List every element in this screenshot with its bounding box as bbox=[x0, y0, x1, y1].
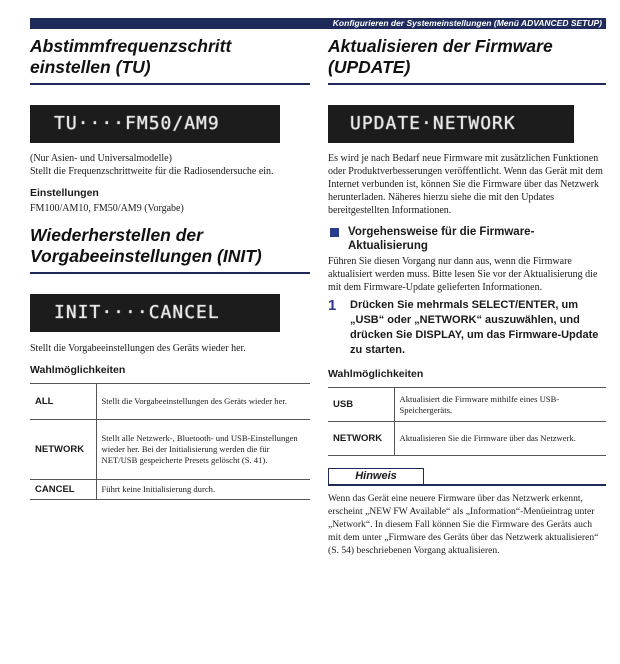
section-header-bar: Konfigurieren der Systemeinstellungen (Menü ADVANCED SETUP) bbox=[30, 18, 606, 29]
option-desc: Stellt die Vorgabeeinstellungen des Geräts wieder her. bbox=[96, 384, 310, 420]
table-row bbox=[328, 388, 606, 422]
option-desc: Stellt alle Netzwerk-, Bluetooth- und USB-Einstellungen wieder her. Bei der Initialisierung werden die für NET/USB gespeicherte Presets gelöscht (S. 41). bbox=[96, 420, 310, 480]
right-column bbox=[328, 36, 606, 557]
hint-label: Hinweis bbox=[328, 468, 424, 485]
init-options-table bbox=[30, 383, 310, 500]
option-key: ALL bbox=[30, 384, 96, 420]
init-description: Stellt die Vorgabeeinstellungen des Geräts wieder her. bbox=[30, 343, 246, 354]
update-options-label: Wahlmöglichkeiten bbox=[328, 368, 424, 380]
table-row bbox=[30, 420, 310, 480]
table-row bbox=[30, 384, 310, 420]
init-lcd-display: INIT····CANCEL bbox=[30, 294, 280, 332]
option-desc: Aktualisieren Sie die Firmware über das Netzwerk. bbox=[394, 422, 606, 456]
step-text: Drücken Sie mehrmals SELECT/ENTER, um „USB“ oder „NETWORK“ auszuwählen, und drücken Sie DISPLAY, um das Firmware-Update zu starten. bbox=[350, 299, 599, 356]
subhead-text: Vorgehensweise für die Firmware-Aktualisierung bbox=[348, 226, 535, 252]
option-desc: Führt keine Initialisierung durch. bbox=[96, 480, 310, 500]
firmware-procedure-subhead bbox=[328, 225, 606, 253]
tu-settings-label: Einstellungen bbox=[30, 187, 99, 199]
update-options-table bbox=[328, 387, 606, 456]
hint-text: Wenn das Gerät eine neuere Firmware über das Netzwerk erkennt, erscheint „NEW FW Available“ als „Information“-Menüeintrag unter „Network“. In diesem Fall können Sie die Firmware des Geräts auch mit dem unter „Firmware des Geräts über das Netzwerk aktualisieren“ (S. 54) beschriebenen Vorgang aktualisieren. bbox=[328, 493, 599, 556]
tu-heading: Abstimmfrequenzschritt einstellen (TU) bbox=[30, 36, 310, 85]
step-1 bbox=[328, 298, 606, 358]
option-key: USB bbox=[328, 388, 394, 422]
left-column bbox=[30, 36, 310, 500]
step-number: 1 bbox=[328, 297, 337, 314]
init-options-label: Wahlmöglichkeiten bbox=[30, 364, 126, 376]
option-key: NETWORK bbox=[328, 422, 394, 456]
table-row bbox=[30, 480, 310, 500]
table-row bbox=[328, 422, 606, 456]
init-heading: Wiederherstellen der Vorgabeeinstellungen (INIT) bbox=[30, 225, 310, 274]
square-bullet-icon bbox=[330, 228, 339, 237]
tu-description: (Nur Asien- und Universalmodelle) Stellt die Frequenzschrittweite für die Radiosendersuche ein. bbox=[30, 153, 274, 177]
update-lcd-display: UPDATE·NETWORK bbox=[328, 105, 574, 143]
option-key: CANCEL bbox=[30, 480, 96, 500]
option-key: NETWORK bbox=[30, 420, 96, 480]
tu-settings-value: FM100/AM10, FM50/AM9 (Vorgabe) bbox=[30, 203, 184, 214]
option-desc: Aktualisiert die Firmware mithilfe eines USB-Speichergeräts. bbox=[394, 388, 606, 422]
procedure-description: Führen Sie diesen Vorgang nur dann aus, wenn die Firmware aktualisiert werden muss. Bitte lesen Sie vor der Aktualisierung die mit dem Firmware-Update gelieferten Informationen. bbox=[328, 256, 598, 293]
hint-divider bbox=[328, 484, 606, 486]
update-heading: Aktualisieren der Firmware (UPDATE) bbox=[328, 36, 606, 85]
update-description: Es wird je nach Bedarf neue Firmware mit zusätzlichen Funktionen oder Produktverbesserungen veröffentlicht. Wenn das Gerät mit dem Internet verbunden ist, können Sie die Firmware über das Netzwerk herunterladen. Näheres hierzu siehe die mit den Updates bereitgestellten Informationen. bbox=[328, 153, 603, 216]
tu-lcd-display: TU····FM50/AM9 bbox=[30, 105, 280, 143]
